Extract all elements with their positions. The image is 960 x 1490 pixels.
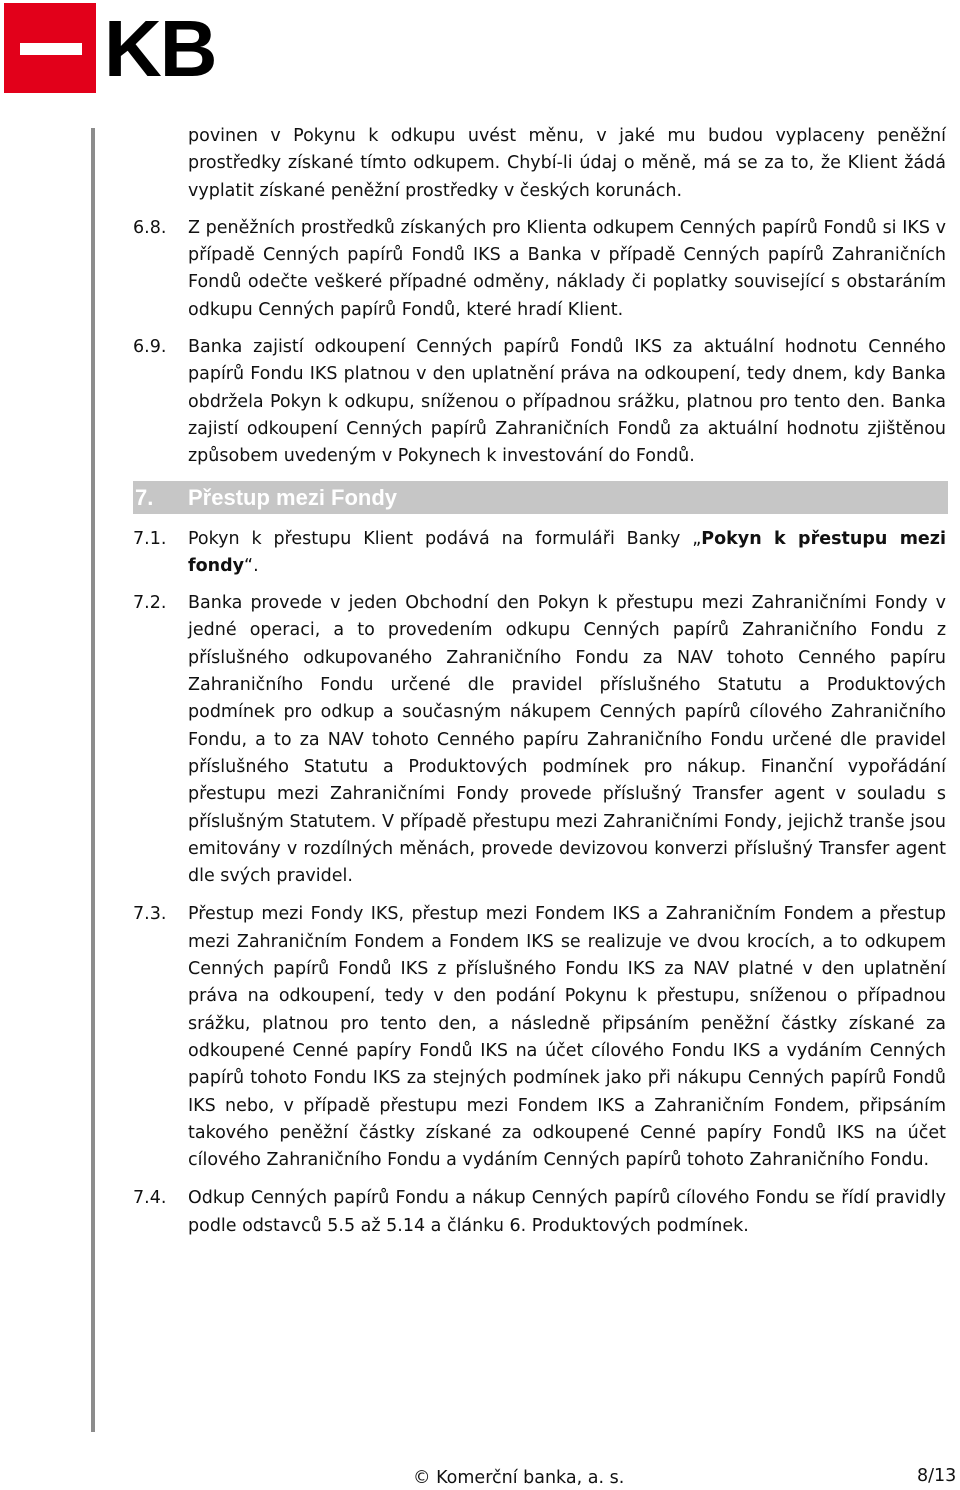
document-body [133, 123, 946, 1240]
kb-logo [4, 3, 264, 93]
paragraph-number: 6.8. [133, 217, 167, 238]
section-heading-7 [133, 481, 948, 514]
paragraph-number: 7.1. [133, 528, 167, 549]
logo-white-bar [20, 43, 82, 55]
paragraph-text: Z peněžních prostředků získaných pro Klienta odkupem Cenných papírů Fondů si IKS v případě Cenných papírů Fondů IKS a Banka v případě Cenných papírů Zahraničních Fondů odečte veškeré případné odměny, náklady či poplatky související s obstaráním odkupu Cenných papírů Fondů, které hradí Klient. [188, 217, 946, 320]
paragraph-7-4 [133, 1185, 946, 1240]
paragraph-6-7-continuation [133, 123, 946, 205]
paragraph-text: Banka provede v jeden Obchodní den Pokyn k přestupu mezi Zahraničními Fondy v jedné operaci, a to provedením odkupu Cenných papírů Zahraničního Fondu z příslušného odkupovaného Zahraničního Fondu za NAV tohoto Cenného papíru Zahraničního Fondu určené dle pravidel příslušného Statutu a Produktových podmínek pro odkup a současným nákupem Cenných papírů cílového Zahraničního Fondu, a to za NAV tohoto Cenného papíru Zahraničního Fondu určené dle pravidel příslušného Statutu a Produktových podmínek pro nákup. Finanční vypořádání přestupu mezi Zahraničními Fondy provede příslušný Transfer agent v souladu s příslušným Statutem. V případě přestupu mezi Zahraničními Fondy, jejichž tranše jsou emitovány v rozdílných měnách, provede devizovou konverzi příslušný Transfer agent dle svých pravidel. [188, 593, 946, 887]
left-margin-rule [91, 128, 95, 1432]
form-name: Pokyn k přestupu mezi fondy [188, 528, 946, 576]
page-number: 8/13 [917, 1466, 957, 1486]
paragraph-number: 7.2. [133, 593, 167, 614]
paragraph-number: 6.9. [133, 337, 167, 358]
paragraph-text: Přestup mezi Fondy IKS, přestup mezi Fondem IKS a Zahraničním Fondem a přestup mezi Zahraničním Fondem a Fondem IKS se realizuje ve dvou krocích, a to odkupem Cenných papírů Fondů IKS z příslušného Fondu IKS za NAV platné v den uplatnění práva na odkoupení, tedy v den podání Pokynu k přestupu, sníženou o případnou srážku, platnou pro tento den, a následně připsáním peněžní částky získané za odkoupené Cenné papíry Fondů IKS na účet cílového Fondu IKS a vydáním Cenných papírů tohoto Fondu IKS za stejných podmínek jako při nákupu Cenných papírů Fondů IKS nebo, v případě přestupu mezi Fondem IKS a Zahraničním Fondem, připsáním takového peněžní částky získané za odkoupené Cenné papíry Fondů IKS na účet cílového Zahraničního Fondu a vydáním Cenných papírů tohoto Zahraničního Fondu. [188, 904, 946, 1171]
paragraph-text-end: “. [244, 555, 259, 576]
paragraph-7-3 [133, 901, 946, 1174]
copyright-text: © Komerční banka, a. s. [413, 1468, 625, 1488]
paragraph-number: 7.3. [133, 904, 167, 925]
paragraph-text: Pokyn k přestupu Klient podává na formuláři Banky „ [188, 528, 702, 549]
paragraph-number: 7.4. [133, 1188, 167, 1209]
paragraph-7-2 [133, 590, 946, 890]
section-title: Přestup mezi Fondy [188, 484, 398, 510]
section-number: 7. [135, 484, 154, 510]
paragraph-7-1 [133, 526, 946, 581]
paragraph-text: Banka zajistí odkoupení Cenných papírů Fondů IKS za aktuální hodnotu Cenného papírů Fondu IKS platnou v den uplatnění práva na odkoupení, tedy dnem, kdy Banka obdržela Pokyn k odkupu, sníženou o případnou srážku, platnou pro tento den. Banka zajistí odkoupení Cenných papírů Zahraničních Fondů za aktuální hodnotu zjištěnou způsobem uvedeným v Pokynech k investování do Fondů. [188, 337, 946, 467]
paragraph-text: povinen v Pokynu k odkupu uvést měnu, v jaké mu budou vyplaceny peněžní prostředky získané tímto odkupem. Chybí-li údaj o měně, má se za to, že Klient žádá vyplatit získané peněžní prostředky v českých korunách. [188, 126, 946, 201]
paragraph-text: Odkup Cenných papírů Fondu a nákup Cenných papírů cílového Fondu se řídí pravidly podle odstavců 5.5 až 5.14 a článku 6. Produktových podmínek. [188, 1188, 946, 1236]
logo-letters: KB [104, 4, 216, 93]
paragraph-6-8 [133, 215, 946, 324]
paragraph-6-9 [133, 334, 946, 470]
